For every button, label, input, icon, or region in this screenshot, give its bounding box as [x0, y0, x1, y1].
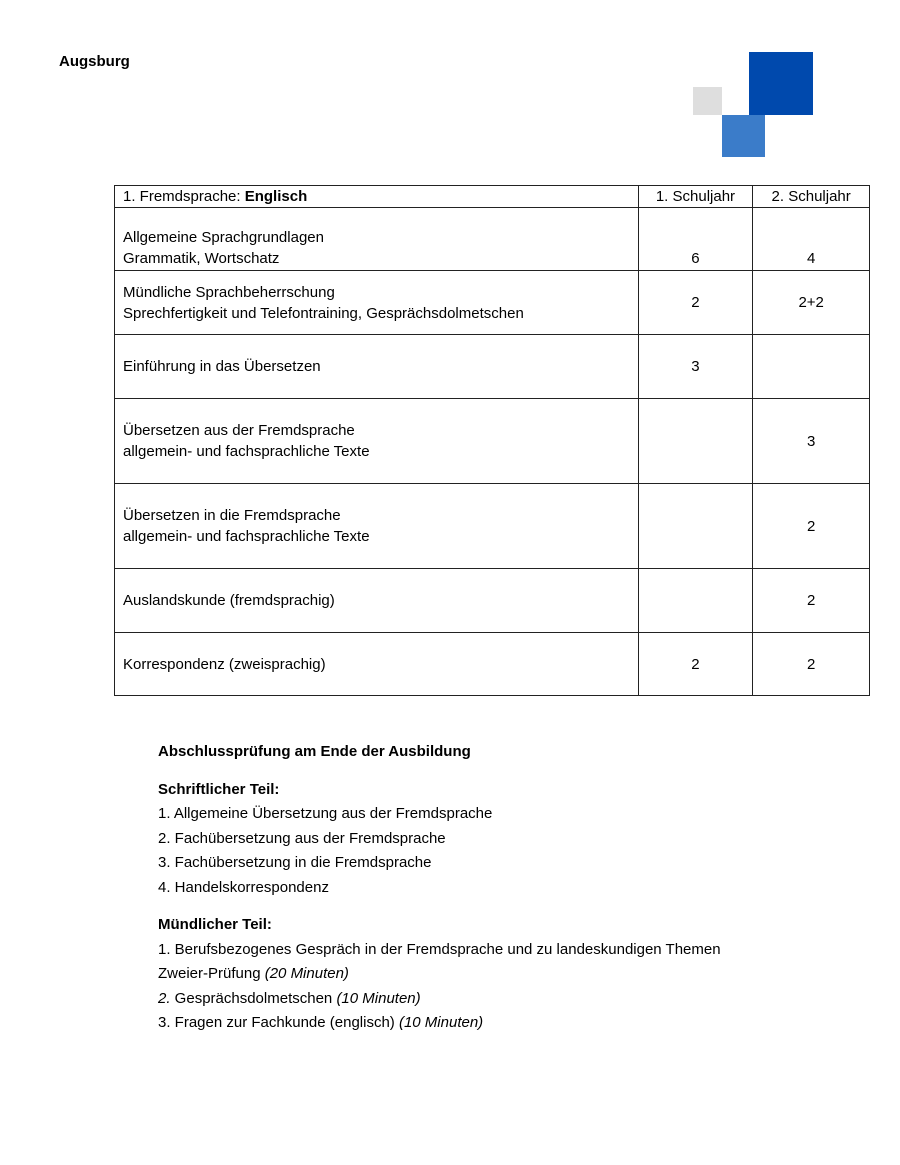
- year2-hours: 2: [753, 484, 870, 569]
- subject-cell: [115, 569, 639, 633]
- subject-title: Übersetzen aus der Fremdsprache: [123, 422, 355, 439]
- year2-hours: 2: [753, 633, 870, 696]
- year1-hours: 6: [638, 208, 753, 271]
- written-item: 4. Handelskorrespondenz: [158, 878, 329, 896]
- oral-part-heading: Mündlicher Teil:: [158, 916, 272, 933]
- year1-hours: [638, 569, 753, 633]
- oral-item-2-text: Gesprächsdolmetschen: [170, 989, 337, 1007]
- oral-item-2-duration: (10 Minuten): [336, 989, 421, 1007]
- oral-item-2: [158, 987, 858, 1012]
- written-item: 1. Allgemeine Übersetzung aus der Fremdsprache: [158, 805, 493, 822]
- table-row: [115, 633, 870, 696]
- table-header-row: [115, 186, 870, 208]
- subject-title: Auslandskunde (fremdsprachig): [123, 592, 335, 609]
- logo-square-mid-blue: [722, 115, 765, 157]
- header-language-name: Englisch: [244, 188, 308, 205]
- subject-title: Mündliche Sprachbeherrschung: [123, 283, 335, 301]
- table-row: [115, 484, 870, 569]
- curriculum-table: [114, 185, 870, 696]
- oral-item-3-duration: (10 Minuten): [398, 1014, 484, 1031]
- table-row: [115, 399, 870, 484]
- header-language-prefix: 1. Fremdsprache:: [123, 188, 245, 205]
- table-row: [115, 271, 870, 335]
- year1-hours: [638, 399, 753, 484]
- written-item: 3. Fachübersetzung in die Fremdsprache: [158, 854, 432, 871]
- subject-cell: [115, 633, 639, 696]
- header-language-cell: [115, 186, 639, 208]
- logo-square-dark-blue: [749, 52, 813, 115]
- header-year1: 1. Schuljahr: [638, 186, 753, 208]
- year1-hours: 3: [638, 335, 753, 399]
- subject-title: Einführung in das Übersetzen: [123, 358, 321, 375]
- exam-section: [158, 740, 858, 1036]
- subject-subtitle: Sprechfertigkeit und Telefontraining, Gesprächsdolmetschen: [123, 304, 524, 322]
- subject-cell: [115, 484, 639, 569]
- written-item: 2. Fachübersetzung aus der Fremdsprache: [158, 829, 446, 847]
- year1-hours: 2: [638, 271, 753, 335]
- year2-hours: 4: [753, 208, 870, 271]
- subject-cell: [115, 335, 639, 399]
- oral-item-1-format: Zweier-Prüfung: [158, 965, 265, 982]
- subject-subtitle: allgemein- und fachsprachliche Texte: [123, 528, 370, 545]
- year2-hours: [753, 335, 870, 399]
- oral-item-3: [158, 1011, 858, 1036]
- subject-title: Übersetzen in die Fremdsprache: [123, 507, 341, 524]
- table-row: [115, 335, 870, 399]
- subject-cell: [115, 399, 639, 484]
- written-part-heading: Schriftlicher Teil:: [158, 780, 280, 798]
- table-row: [115, 569, 870, 633]
- oral-item-2-number: 2.: [158, 989, 171, 1007]
- year1-hours: 2: [638, 633, 753, 696]
- oral-item-1-line1: 1. Berufsbezogenes Gespräch in der Fremdsprache und zu landeskundigen Themen: [158, 940, 721, 958]
- subject-subtitle: allgemein- und fachsprachliche Texte: [123, 443, 370, 460]
- year2-hours: 2: [753, 569, 870, 633]
- subject-cell: [115, 208, 639, 271]
- subject-cell: [115, 271, 639, 335]
- subject-title: Allgemeine Sprachgrundlagen: [123, 229, 324, 246]
- city-heading: Augsburg: [59, 53, 130, 70]
- logo-square-grey: [693, 87, 722, 115]
- oral-item-1-line2: [158, 962, 858, 987]
- subject-title: Korrespondenz (zweisprachig): [123, 655, 326, 673]
- subject-subtitle: Grammatik, Wortschatz: [123, 250, 280, 267]
- table-row: [115, 208, 870, 271]
- oral-item-3-text: 3. Fragen zur Fachkunde (englisch): [158, 1014, 399, 1031]
- header-year2: 2. Schuljahr: [753, 186, 870, 208]
- year2-hours: 3: [753, 399, 870, 484]
- year2-hours: 2+2: [753, 271, 870, 335]
- year1-hours: [638, 484, 753, 569]
- oral-item-1-duration: (20 Minuten): [264, 965, 349, 982]
- exam-title: Abschlussprüfung am Ende der Ausbildung: [158, 743, 471, 760]
